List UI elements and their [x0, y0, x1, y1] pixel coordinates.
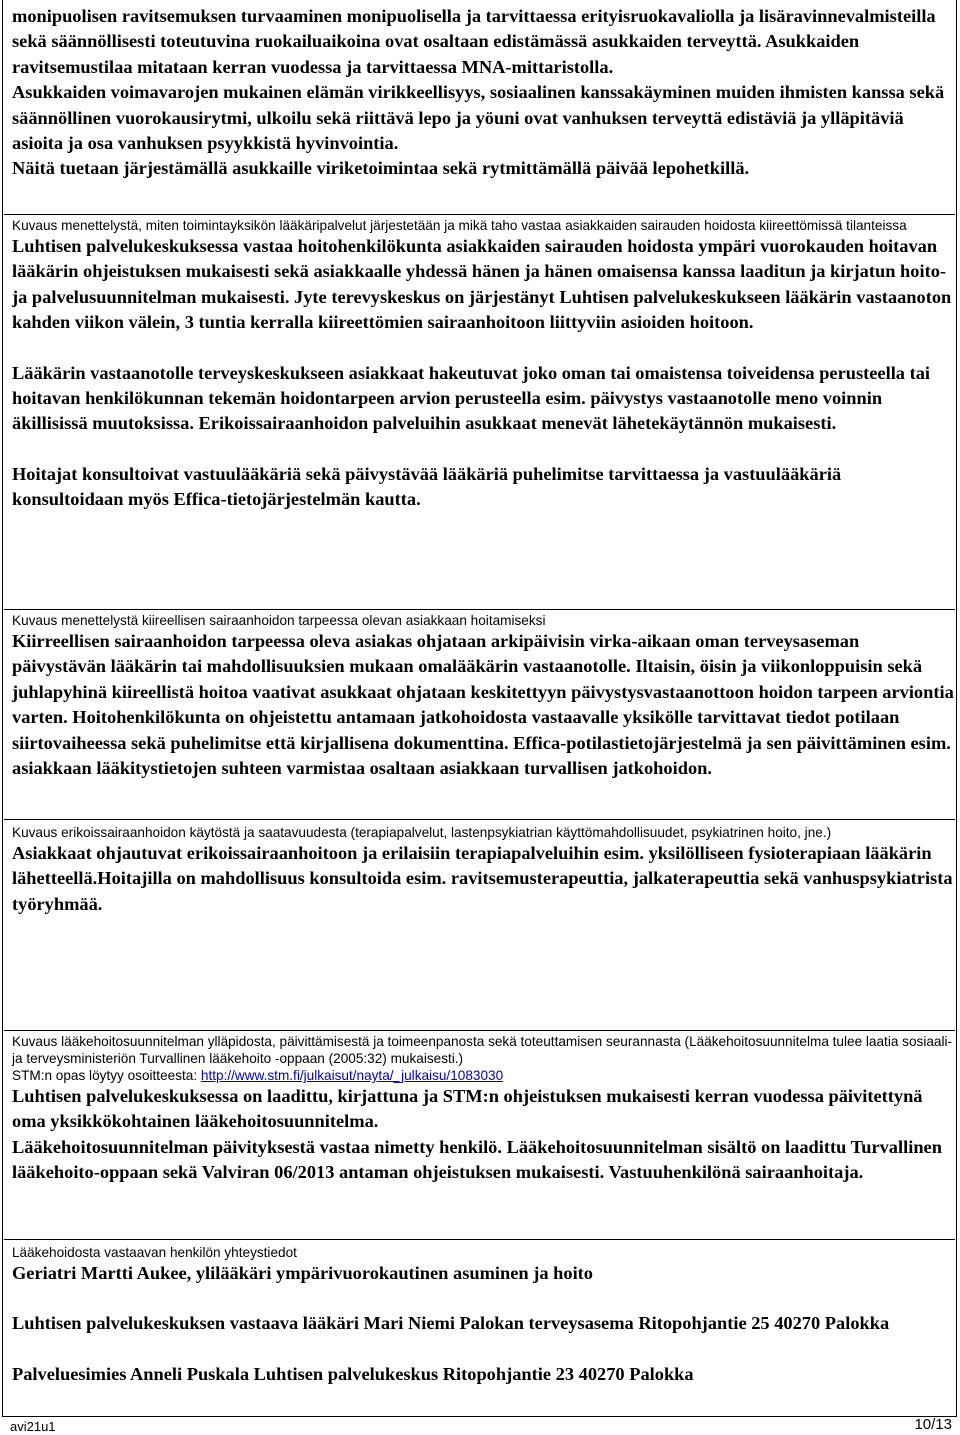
geriatrician-contact: Geriatri Martti Aukee, ylilääkäri ympärivuorokautinen asuminen ja hoito	[12, 1263, 594, 1283]
responsible-doctor-contact: Luhtisen palvelukeskuksen vastaava lääkäri Mari Niemi Palokan terveysasema Ritopohjantie 25 40270 Palokka	[12, 1313, 890, 1334]
nutrition-paragraph: monipuolisen ravitsemuksen turvaaminen monipuolisella ja tarvittaessa erityisruokavaliolla ja lisäravinnevalmisteilla sekä säännöllisesti toteutuvina ruokailuaikoina ovat osaltaan edistämässä asukkaiden terveyttä. Asukkaiden ravitsemustilaa mitataan kerran vuodessa ja tarvittaessa MNA-mittaristolla.	[12, 6, 936, 77]
stm-guide-line	[12, 1067, 955, 1084]
form-code: avi21u1	[10, 1419, 56, 1434]
activity-support-paragraph: Näitä tuetaan järjestämällä asukkaille viriketoimintaa sekä rytmittämällä päivää lepohetkillä.	[12, 158, 750, 179]
nutrition-section	[4, 4, 955, 182]
medication-plan-paragraph: Luhtisen palvelukeskuksessa on laadittu, kirjattuna ja STM:n ohjeistuksen mukaisesti kerran vuodessa päivitettynä oma yksikkökohtainen lääkehoitosuunnitelma.	[12, 1086, 923, 1132]
urgent-care-label: Kuvaus menettelystä kiireellisen sairaanhoidon tarpeessa olevan asiakkaan hoitamiseksi	[12, 613, 546, 628]
consultation-paragraph: Hoitajat konsultoivat vastuulääkäriä sekä päivystävää lääkäriä puhelimitse tarvittaessa ja vastuulääkäriä konsultoidaan myös Effica-tietojärjestelmän kautta.	[12, 463, 842, 510]
doctor-services-paragraph: Luhtisen palvelukeskuksessa vastaa hoitohenkilökunta asiakkaiden sairauden hoidosta ympäri vuorokauden hoitavan lääkärin ohjeistuksen mukaisesti sekä asiakkaalle yhdessä hänen ja hänen omaisensa kanssa laaditun ja kirjatun hoito-ja palvelusuunnitelman mukaisesti. Jyte terevyskeskus on järjestänyt Luhtisen palvelukeskukseen lääkärin vastaanoton kahden viikon välein, 3 tuntia kerralla kiireettömien sairaanhoitoon liittyviin asioiden hoitoon.	[12, 236, 952, 333]
stm-guide-link[interactable]: http://www.stm.fi/julkaisut/nayta/_julkaisu/1083030	[200, 1068, 504, 1083]
doctor-visit-paragraph: Lääkärin vastaanotolle terveyskeskukseen asiakkaat hakeutuvat joko oman tai omaistensa toiveidensa perusteella tai hoitavan henkilökunnan tekemän hoidontarpeen arvion perusteella esim. päivystys vastaanotolle meno voinnin äkillisissä muutoksissa. Erikoissairaanhoidon palveluihin asukkaat menevät lähetekäytännön mukaisesti.	[12, 362, 931, 434]
medication-plan-label: Kuvaus lääkehoitosuunnitelman ylläpidosta, päivittämisestä ja toimeenpanosta sekä toteuttamisen seurannasta (Lääkehoitosuunnitelma tulee laatia sosiaali- ja terveysministeriön Turvallinen lääkehoito -oppaan (2005:32) mukaisesti.)	[12, 1034, 953, 1066]
page-number: 10/13	[914, 1416, 952, 1433]
doctor-services-section	[4, 214, 955, 513]
activity-paragraph: Asukkaiden voimavarojen mukainen elämän virikkeellisyys, sosiaalinen kanssakäyminen muiden ihmisten kanssa sekä säännöllinen vuorokausirytmi, ulkoilu sekä riittävä lepo ja yöuni ovat vanhuksen terveyttä edistäviä ja ylläpitäviä asioita ja osa vanhuksen psyykkistä hyvinvointia.	[12, 82, 945, 154]
service-manager-contact: Palveluesimies Anneli Puskala Luhtisen palvelukeskus Ritopohjantie 23 40270 Palokka	[12, 1363, 694, 1384]
specialist-care-paragraph: Asiakkaat ohjautuvat erikoissairaanhoitoon ja erilaisiin terapiapalveluihin esim. yksilölliseen fysioterapiaan lääkärin lähetteellä.Hoitajilla on mahdollisuus konsultoida esim. ravitsemusterapeuttia, jalkaterapeuttia sekä vanhuspsykiatrista työryhmää.	[12, 843, 953, 914]
contact-section	[4, 1239, 955, 1387]
urgent-care-section	[4, 609, 955, 781]
contact-label: Lääkehoidosta vastaavan henkilön yhteystiedot	[12, 1245, 297, 1260]
specialist-care-section	[4, 819, 955, 917]
stm-guide-prefix: STM:n opas löytyy osoitteesta:	[12, 1068, 198, 1083]
urgent-care-paragraph: Kiirreellisen sairaanhoidon tarpeessa oleva asiakas ohjataan arkipäivisin virka-aikaan oman terveysaseman päivystävän lääkärin tai mahdollisuuksien mukaan omalääkärin vastaanotolle. Iltaisin, öisin ja viikonloppuisin sekä juhlapyhinä kiireellistä hoitoa vaativat asukkaat ohjataan keskitettyyn päivystysvastaanottoon hoidon tarpeen arviontia varten. Hoitohenkilökunta on ohjeistettu antamaan jatkohoidosta vastaavalle yksikölle tarvittavat tiedot potilaan siirtovaiheessa sekä puhelimitse että kirjallisena dokumenttina. Effica-potilastietojärjestelmä ja sen päivittäminen esim. asiakkaan lääkitystietojen suhteen varmistaa osaltaan asiakkaan turvallisen jatkohoidon.	[12, 631, 954, 779]
medication-plan-update-paragraph: Lääkehoitosuunnitelman päivityksestä vastaa nimetty henkilö. Lääkehoitosuunnitelman sisältö on laadittu Turvallinen lääkehoito-oppaan sekä Valviran 06/2013 antaman ohjeistuksen mukaisesti. Vastuuhenkilönä sairaanhoitaja.	[12, 1136, 942, 1183]
specialist-care-label: Kuvaus erikoissairaanhoidon käytöstä ja saatavuudesta (terapiapalvelut, lastenpsykiatrian käyttömahdollisuudet, psykiatrinen hoito, jne.)	[12, 825, 832, 840]
medication-plan-section	[4, 1030, 955, 1186]
doctor-services-label: Kuvaus menettelystä, miten toimintayksikön lääkäripalvelut järjestetään ja mikä taho vastaa asiakkaiden sairauden hoidosta kiireettömissä tilanteissa	[12, 218, 907, 233]
